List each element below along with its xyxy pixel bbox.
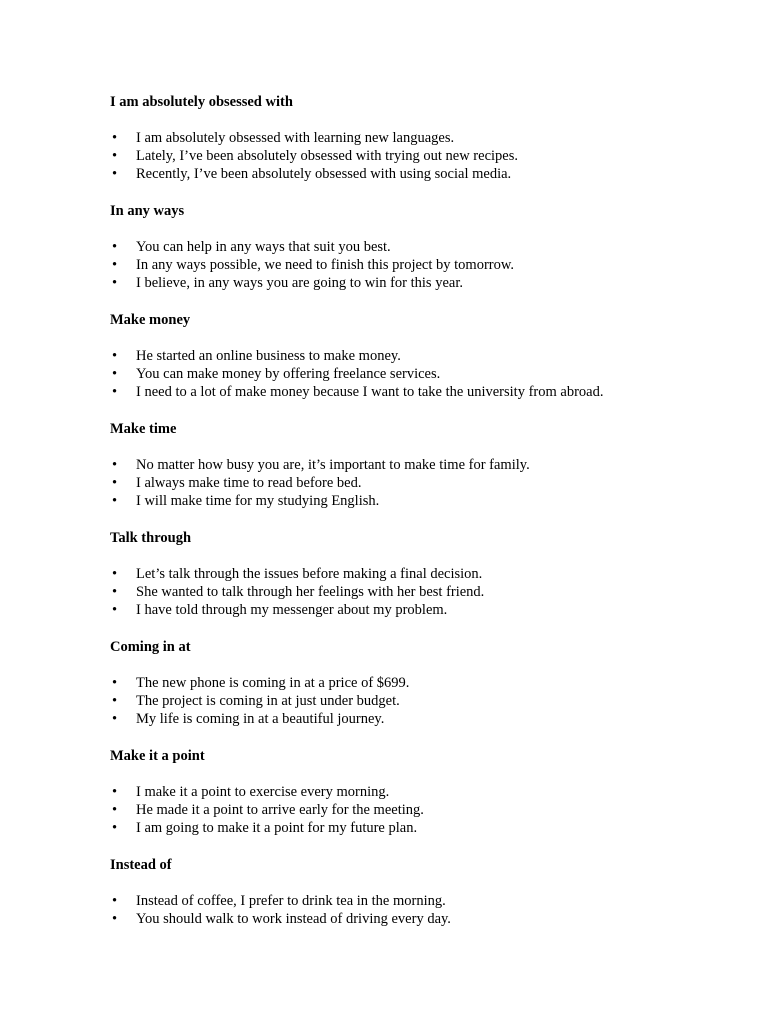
- bullet-icon: •: [112, 893, 118, 909]
- section-heading: Make time: [110, 421, 177, 437]
- section-heading: Make money: [110, 312, 191, 328]
- list-item-text: The project is coming in at just under budget.: [136, 693, 400, 709]
- list-item-text: No matter how busy you are, it’s important to make time for family.: [136, 457, 530, 473]
- bullet-icon: •: [112, 711, 118, 727]
- list-item-text: You can make money by offering freelance services.: [136, 366, 441, 382]
- bullet-icon: •: [112, 130, 118, 146]
- list-item: [110, 238, 730, 256]
- list-item: [110, 892, 730, 910]
- list-item: [110, 365, 730, 383]
- list-item-text: Recently, I’ve been absolutely obsessed with using social media.: [136, 166, 512, 182]
- bullet-icon: •: [112, 475, 118, 491]
- list-item: [110, 383, 730, 401]
- section-talk-through: [110, 530, 730, 619]
- section-in-any-ways: [110, 203, 730, 292]
- list-item: [110, 710, 730, 728]
- list-item: [110, 274, 730, 292]
- list-item-text: Let’s talk through the issues before making a final decision.: [136, 566, 483, 582]
- list-item: [110, 601, 730, 619]
- bullet-icon: •: [112, 802, 118, 818]
- list-item-text: My life is coming in at a beautiful journey.: [136, 711, 385, 727]
- list-item-text: I have told through my messenger about my problem.: [136, 602, 448, 618]
- list-item-text: I am absolutely obsessed with learning new languages.: [136, 130, 455, 146]
- section-coming-in-at: [110, 639, 730, 728]
- bullet-icon: •: [112, 693, 118, 709]
- bullet-icon: •: [112, 493, 118, 509]
- bullet-icon: •: [112, 275, 118, 291]
- bullet-icon: •: [112, 457, 118, 473]
- bullet-icon: •: [112, 257, 118, 273]
- bullet-icon: •: [112, 584, 118, 600]
- list-item: [110, 456, 730, 474]
- bullet-list: [110, 238, 730, 292]
- document-page: [110, 94, 730, 948]
- list-item: [110, 165, 730, 183]
- bullet-icon: •: [112, 239, 118, 255]
- list-item: [110, 347, 730, 365]
- bullet-icon: •: [112, 384, 118, 400]
- bullet-list: [110, 456, 730, 510]
- bullet-list: [110, 347, 730, 401]
- list-item-text: She wanted to talk through her feelings with her best friend.: [136, 584, 485, 600]
- bullet-icon: •: [112, 602, 118, 618]
- list-item: [110, 565, 730, 583]
- list-item-text: I always make time to read before bed.: [136, 475, 362, 491]
- list-item: [110, 783, 730, 801]
- section-heading: I am absolutely obsessed with: [110, 94, 293, 110]
- list-item-text: The new phone is coming in at a price of $699.: [136, 675, 410, 691]
- section-obsessed: [110, 94, 730, 183]
- list-item-text: You should walk to work instead of driving every day.: [136, 911, 451, 927]
- list-item: [110, 256, 730, 274]
- bullet-list: [110, 892, 730, 928]
- list-item-text: Lately, I’ve been absolutely obsessed with trying out new recipes.: [136, 148, 518, 164]
- bullet-icon: •: [112, 348, 118, 364]
- section-make-it-a-point: [110, 748, 730, 837]
- list-item-text: I believe, in any ways you are going to win for this year.: [136, 275, 463, 291]
- section-make-money: [110, 312, 730, 401]
- list-item-text: You can help in any ways that suit you best.: [136, 239, 391, 255]
- list-item-text: Instead of coffee, I prefer to drink tea in the morning.: [136, 893, 446, 909]
- bullet-icon: •: [112, 675, 118, 691]
- list-item: [110, 492, 730, 510]
- list-item: [110, 692, 730, 710]
- bullet-list: [110, 565, 730, 619]
- section-instead-of: [110, 857, 730, 928]
- bullet-list: [110, 674, 730, 728]
- list-item-text: In any ways possible, we need to finish this project by tomorrow.: [136, 257, 515, 273]
- list-item-text: I am going to make it a point for my future plan.: [136, 820, 418, 836]
- section-heading: Talk through: [110, 530, 192, 546]
- list-item-text: I will make time for my studying English.: [136, 493, 380, 509]
- list-item: [110, 674, 730, 692]
- section-heading: In any ways: [110, 203, 185, 219]
- list-item-text: He made it a point to arrive early for the meeting.: [136, 802, 424, 818]
- bullet-icon: •: [112, 166, 118, 182]
- list-item: [110, 819, 730, 837]
- list-item: [110, 801, 730, 819]
- bullet-list: [110, 129, 730, 183]
- list-item: [110, 129, 730, 147]
- bullet-icon: •: [112, 148, 118, 164]
- list-item: [110, 910, 730, 928]
- bullet-icon: •: [112, 784, 118, 800]
- bullet-icon: •: [112, 566, 118, 582]
- list-item: [110, 583, 730, 601]
- section-make-time: [110, 421, 730, 510]
- list-item: [110, 147, 730, 165]
- section-heading: Make it a point: [110, 748, 205, 764]
- bullet-list: [110, 783, 730, 837]
- list-item: [110, 474, 730, 492]
- list-item-text: I make it a point to exercise every morning.: [136, 784, 390, 800]
- section-heading: Instead of: [110, 857, 172, 873]
- bullet-icon: •: [112, 366, 118, 382]
- list-item-text: I need to a lot of make money because I want to take the university from abroad.: [136, 384, 604, 400]
- bullet-icon: •: [112, 820, 118, 836]
- bullet-icon: •: [112, 911, 118, 927]
- section-heading: Coming in at: [110, 639, 191, 655]
- list-item-text: He started an online business to make money.: [136, 348, 401, 364]
